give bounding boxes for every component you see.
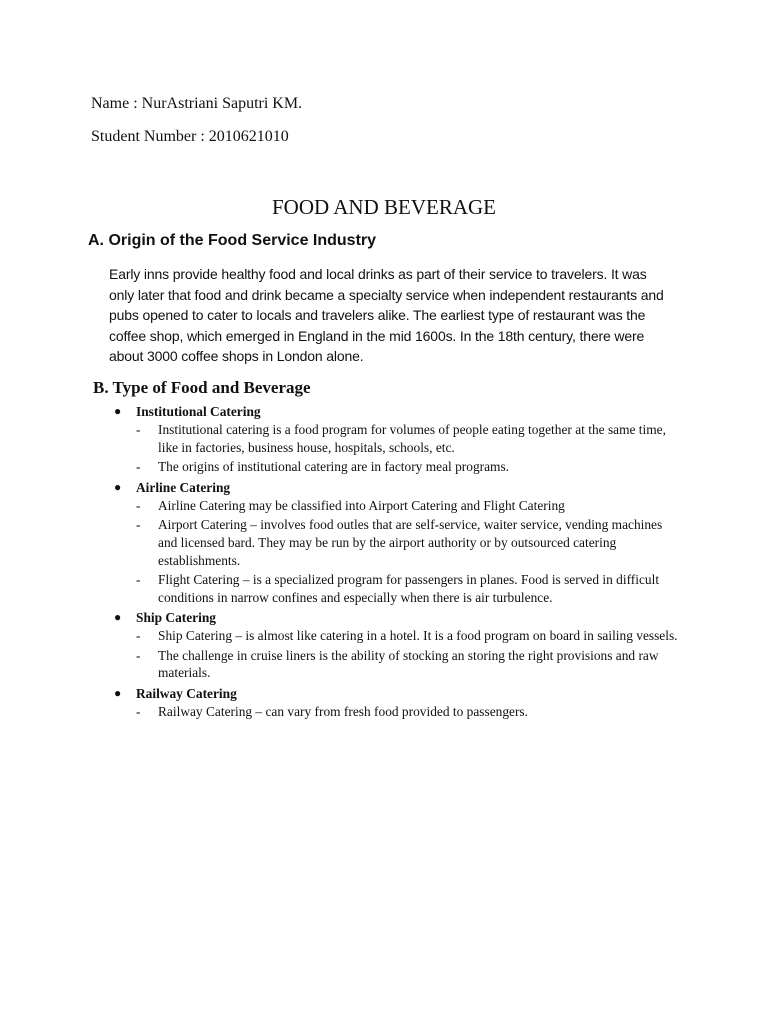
detail-text: Ship Catering – is almost like catering in a hotel. It is a food program on board in sailing vessels. <box>158 628 678 644</box>
detail-item <box>136 703 680 722</box>
category-detail-list <box>136 703 680 722</box>
dash-marker: - <box>136 459 141 475</box>
detail-text: Airport Catering – involves food outles that are self-service, waiter service, vending machines and licensed bard. They may be run by the airport authority or by outsourced catering establishments. <box>158 516 663 568</box>
dash-marker: - <box>136 647 141 663</box>
detail-text: Flight Catering – is a specialized program for passengers in planes. Food is served in difficult conditions in narrow confines and especially when there is air turbulence. <box>158 571 660 605</box>
detail-text: Institutional catering is a food program for volumes of people eating together at the same time, like in factories, business house, hospitals, schools, etc. <box>158 422 666 455</box>
category-detail-list <box>136 421 680 478</box>
student-name: Name : NurAstriani Saputri KM. <box>91 95 303 112</box>
bullet-icon: ● <box>114 404 122 418</box>
section-a-paragraph: Early inns provide healthy food and local drinks as part of their service to travelers. It was only later that food and drink became a specialty service when independent restaurants and pubs opened to cater to locals and travelers alike. The earliest type of restaurant was the coffee shop, which emerged in England in the mid 1600s. In the 18th century, there were about 3000 coffee shops in London alone. <box>109 266 664 365</box>
category-title: Airline Catering <box>136 479 231 495</box>
detail-item <box>136 458 680 477</box>
bullet-icon: ● <box>114 479 122 494</box>
detail-item <box>136 571 680 608</box>
category-title: Ship Catering <box>136 610 216 626</box>
category-title: Railway Catering <box>136 685 237 701</box>
dash-marker: - <box>136 703 141 719</box>
detail-text: Airline Catering may be classified into Airport Catering and Flight Catering <box>158 497 565 513</box>
dash-marker: - <box>136 422 141 437</box>
detail-text: The challenge in cruise liners is the ability of stocking an storing the right provisions and raw materials. <box>158 647 659 681</box>
detail-item <box>136 627 680 646</box>
detail-item <box>136 516 680 571</box>
detail-item <box>136 421 680 458</box>
dash-marker: - <box>136 497 141 513</box>
dash-marker: - <box>136 516 141 532</box>
detail-text: Railway Catering – can vary from fresh food provided to passengers. <box>158 703 528 719</box>
bullet-icon: ● <box>114 685 122 700</box>
detail-text: The origins of institutional catering are in factory meal programs. <box>158 459 510 475</box>
section-b-heading: B. Type of Food and Beverage <box>93 378 311 397</box>
category-title: Institutional Catering <box>136 404 261 419</box>
category-item <box>110 478 680 609</box>
dash-marker: - <box>136 571 141 587</box>
category-detail-list <box>136 497 680 609</box>
dash-marker: - <box>136 628 141 644</box>
category-item <box>110 402 680 478</box>
student-number: Student Number : 2010621010 <box>91 128 289 145</box>
catering-type-list <box>110 402 680 722</box>
detail-item <box>136 647 680 684</box>
category-detail-list <box>136 627 680 684</box>
bullet-icon: ● <box>114 610 122 625</box>
detail-item <box>136 497 680 516</box>
category-item <box>110 684 680 722</box>
document-title: FOOD AND BEVERAGE <box>271 195 496 219</box>
category-item <box>110 608 680 684</box>
section-a-heading: A. Origin of the Food Service Industry <box>88 232 377 249</box>
